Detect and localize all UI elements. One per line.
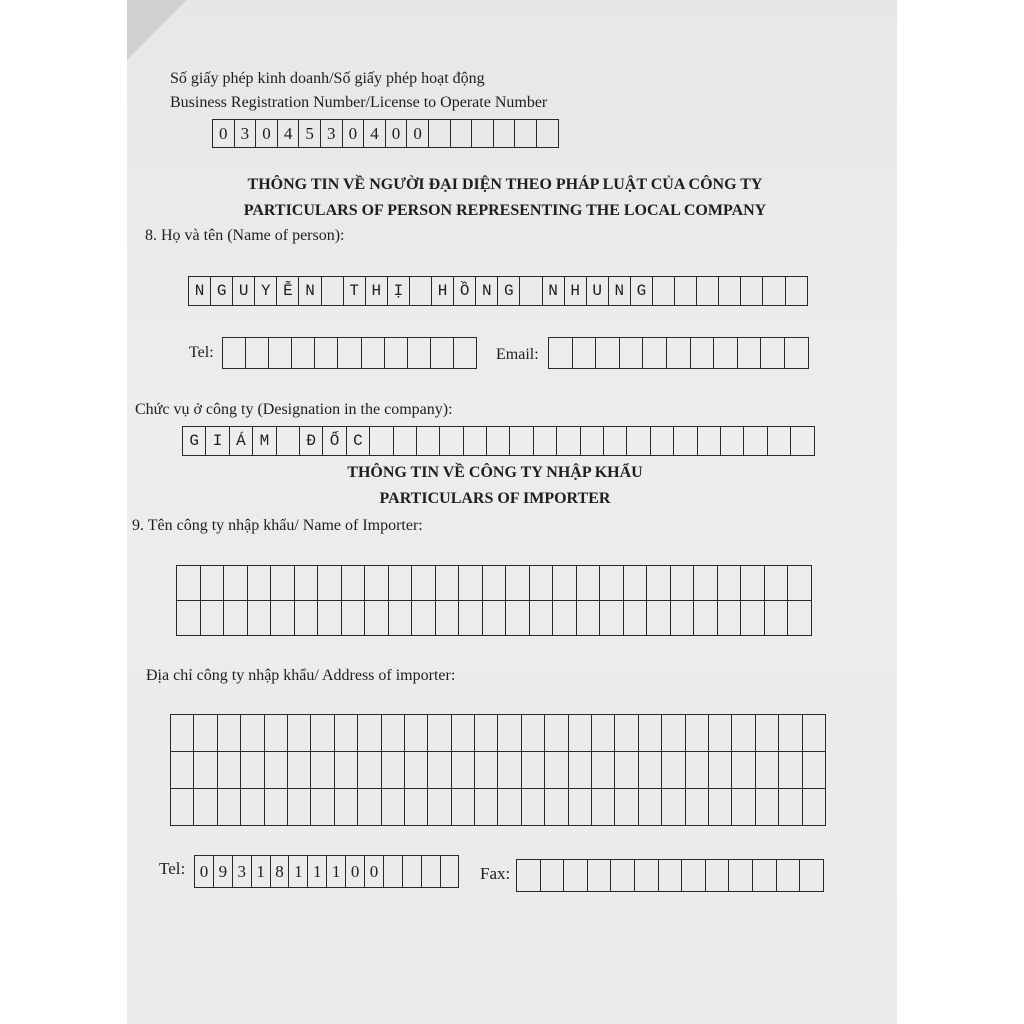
box-cell[interactable] [541,859,565,892]
grid-cell[interactable] [624,601,648,636]
importer-name-grid[interactable] [176,565,812,636]
grid-cell[interactable] [756,715,779,752]
importer-fax-boxes[interactable] [516,859,824,892]
grid-cell[interactable] [803,715,826,752]
box-cell[interactable]: Ố [323,426,346,456]
grid-cell[interactable] [382,752,405,789]
box-cell[interactable] [697,276,719,306]
box-cell[interactable] [581,426,604,456]
grid-cell[interactable] [686,752,709,789]
grid-cell[interactable] [171,752,194,789]
grid-cell[interactable] [803,752,826,789]
box-cell[interactable] [277,426,300,456]
grid-cell[interactable] [382,789,405,826]
box-cell[interactable] [627,426,650,456]
box-cell[interactable]: 9 [214,855,233,888]
box-cell[interactable] [564,859,588,892]
grid-cell[interactable] [694,601,718,636]
grid-cell[interactable] [428,715,451,752]
grid-cell[interactable] [671,566,695,601]
grid-cell[interactable] [569,789,592,826]
grid-cell[interactable] [545,789,568,826]
grid-cell[interactable] [577,601,601,636]
box-cell[interactable] [515,119,537,148]
grid-cell[interactable] [412,566,436,601]
box-cell[interactable]: U [587,276,609,306]
box-cell[interactable] [429,119,451,148]
grid-cell[interactable] [218,715,241,752]
grid-cell[interactable] [201,566,225,601]
grid-cell[interactable] [553,566,577,601]
box-cell[interactable]: H [565,276,587,306]
box-cell[interactable] [786,276,808,306]
grid-cell[interactable] [218,752,241,789]
grid-cell[interactable] [358,715,381,752]
importer-heading-en: PARTICULARS OF IMPORTER [379,490,611,507]
box-cell[interactable]: 8 [271,855,290,888]
box-cell[interactable] [675,276,697,306]
rep-email-boxes[interactable] [548,337,809,369]
box-cell[interactable]: G [498,276,520,306]
grid-cell[interactable] [506,566,530,601]
box-cell[interactable] [440,426,463,456]
box-cell[interactable] [667,337,691,369]
grid-cell[interactable] [569,715,592,752]
grid-cell[interactable] [358,752,381,789]
box-cell[interactable] [674,426,697,456]
rep-designation-boxes[interactable] [182,426,815,456]
box-cell[interactable]: N [299,276,321,306]
grid-cell[interactable] [295,566,319,601]
grid-cell[interactable] [545,715,568,752]
box-cell[interactable] [729,859,753,892]
box-cell[interactable]: M [253,426,276,456]
box-cell[interactable] [510,426,533,456]
box-cell[interactable]: Ễ [277,276,299,306]
box-cell[interactable] [385,337,408,369]
license-label-vi: Số giấy phép kinh doanh/Số giấy phép hoạt động [170,70,485,87]
box-cell[interactable] [410,276,432,306]
box-cell[interactable] [494,119,516,148]
box-cell[interactable] [768,426,791,456]
box-cell[interactable]: I [206,426,229,456]
box-cell[interactable]: G [211,276,233,306]
grid-cell[interactable] [342,566,366,601]
grid-cell[interactable] [483,566,507,601]
grid-cell[interactable] [600,566,624,601]
grid-cell[interactable] [709,789,732,826]
grid-cell[interactable] [459,566,483,601]
rep-tel-label: Tel: [189,344,214,361]
grid-cell[interactable] [389,601,413,636]
box-cell[interactable]: 1 [327,855,346,888]
grid-cell[interactable] [248,601,272,636]
grid-cell[interactable] [639,715,662,752]
box-cell[interactable] [315,337,338,369]
box-cell[interactable]: Y [255,276,277,306]
grid-cell[interactable] [686,715,709,752]
grid-cell[interactable] [335,789,358,826]
box-cell[interactable] [394,426,417,456]
grid-cell[interactable] [194,752,217,789]
box-cell[interactable]: 0 [386,119,408,148]
box-cell[interactable] [417,426,440,456]
grid-cell[interactable] [436,566,460,601]
grid-cell[interactable] [389,566,413,601]
grid-cell[interactable] [639,752,662,789]
grid-cell[interactable] [592,752,615,789]
grid-cell[interactable] [241,715,264,752]
importer-fax-label: Fax: [480,864,511,883]
license-number-boxes[interactable] [212,119,559,148]
box-cell[interactable] [537,119,559,148]
box-cell[interactable]: 0 [343,119,365,148]
box-cell[interactable]: H [366,276,388,306]
box-cell[interactable] [785,337,809,369]
box-cell[interactable] [741,276,763,306]
grid-cell[interactable] [311,789,334,826]
grid-cell[interactable] [553,601,577,636]
grid-cell[interactable] [194,715,217,752]
grid-cell[interactable] [530,566,554,601]
rep-name-label: 8. Họ và tên (Name of person): [145,227,345,244]
importer-tel-boxes[interactable] [194,855,459,888]
box-cell[interactable]: 4 [278,119,300,148]
grid-cell[interactable] [265,752,288,789]
grid-cell[interactable] [452,752,475,789]
box-cell[interactable] [362,337,385,369]
folded-corner-shadow [127,0,187,60]
box-cell[interactable] [573,337,597,369]
grid-cell[interactable] [218,789,241,826]
grid-cell[interactable] [756,752,779,789]
grid-row [171,752,826,789]
grid-cell[interactable] [265,715,288,752]
box-cell[interactable] [791,426,814,456]
grid-cell[interactable] [177,601,201,636]
box-cell[interactable] [534,426,557,456]
box-cell[interactable] [557,426,580,456]
grid-cell[interactable] [671,601,695,636]
grid-cell[interactable] [732,752,755,789]
box-cell[interactable] [370,426,393,456]
grid-cell[interactable] [201,601,225,636]
box-cell[interactable] [635,859,659,892]
grid-cell[interactable] [522,715,545,752]
grid-cell[interactable] [765,566,789,601]
rep-heading-en: PARTICULARS OF PERSON REPRESENTING THE LOCAL COMPANY [243,202,767,219]
box-cell[interactable] [611,859,635,892]
grid-cell[interactable] [288,715,311,752]
grid-cell[interactable] [718,566,742,601]
grid-cell[interactable] [311,715,334,752]
box-cell[interactable] [549,337,573,369]
box-cell[interactable]: 1 [252,855,271,888]
box-cell[interactable]: 3 [233,855,252,888]
grid-cell[interactable] [475,715,498,752]
grid-cell[interactable] [248,566,272,601]
box-cell[interactable]: 3 [321,119,343,148]
rep-designation-label: Chức vụ ở công ty (Designation in the company): [135,401,453,418]
box-cell[interactable] [651,426,674,456]
grid-cell[interactable] [405,715,428,752]
box-cell[interactable] [753,859,777,892]
grid-cell[interactable] [615,715,638,752]
box-cell[interactable] [698,426,721,456]
grid-row [177,566,812,601]
grid-cell[interactable] [709,715,732,752]
box-cell[interactable]: 0 [407,119,429,148]
grid-cell[interactable] [436,601,460,636]
box-cell[interactable] [596,337,620,369]
grid-cell[interactable] [569,752,592,789]
grid-cell[interactable] [498,715,521,752]
grid-cell[interactable] [171,789,194,826]
grid-cell[interactable] [662,715,685,752]
box-cell[interactable]: N [189,276,211,306]
grid-cell[interactable] [592,715,615,752]
box-cell[interactable] [451,119,473,148]
rep-tel-boxes[interactable] [222,337,477,369]
box-cell[interactable] [431,337,454,369]
grid-cell[interactable] [779,715,802,752]
box-cell[interactable]: 0 [213,119,235,148]
box-cell[interactable] [422,855,441,888]
grid-cell[interactable] [788,566,812,601]
box-cell[interactable] [761,337,785,369]
importer-address-label: Địa chỉ công ty nhập khẩu/ Address of importer: [146,667,456,684]
grid-cell[interactable] [405,752,428,789]
grid-cell[interactable] [779,789,802,826]
box-cell[interactable]: 1 [289,855,308,888]
box-cell[interactable] [763,276,785,306]
grid-cell[interactable] [365,566,389,601]
box-cell[interactable] [659,859,683,892]
box-cell[interactable]: 0 [346,855,365,888]
box-cell[interactable] [338,337,361,369]
box-cell[interactable] [777,859,801,892]
box-cell[interactable] [464,426,487,456]
grid-cell[interactable] [318,566,342,601]
box-cell[interactable]: Ị [388,276,410,306]
grid-cell[interactable] [506,601,530,636]
grid-cell[interactable] [662,789,685,826]
grid-cell[interactable] [358,789,381,826]
grid-cell[interactable] [412,601,436,636]
rep-email-label: Email: [496,346,539,363]
grid-cell[interactable] [756,789,779,826]
grid-cell[interactable] [405,789,428,826]
rep-heading-vi: THÔNG TIN VỀ NGƯỜI ĐẠI DIỆN THEO PHÁP LUẬT CỦA CÔNG TY [247,176,763,193]
grid-cell[interactable] [295,601,319,636]
grid-cell[interactable] [265,789,288,826]
grid-cell[interactable] [788,601,812,636]
box-cell[interactable] [800,859,824,892]
box-cell[interactable] [691,337,715,369]
box-cell[interactable]: N [543,276,565,306]
grid-cell[interactable] [452,715,475,752]
grid-cell[interactable] [647,601,671,636]
grid-cell[interactable] [335,752,358,789]
box-cell[interactable]: C [347,426,370,456]
box-cell[interactable] [403,855,422,888]
grid-cell[interactable] [686,789,709,826]
grid-cell[interactable] [615,752,638,789]
grid-cell[interactable] [288,789,311,826]
grid-cell[interactable] [732,715,755,752]
grid-cell[interactable] [577,566,601,601]
grid-cell[interactable] [741,601,765,636]
box-cell[interactable]: G [183,426,206,456]
box-cell[interactable] [246,337,269,369]
grid-cell[interactable] [718,601,742,636]
grid-row [171,789,826,826]
box-cell[interactable]: 5 [299,119,321,148]
grid-cell[interactable] [177,566,201,601]
grid-cell[interactable] [545,752,568,789]
grid-cell[interactable] [662,752,685,789]
grid-cell[interactable] [765,601,789,636]
grid-cell[interactable] [639,789,662,826]
grid-cell[interactable] [694,566,718,601]
grid-cell[interactable] [311,752,334,789]
box-cell[interactable]: 4 [364,119,386,148]
grid-cell[interactable] [475,752,498,789]
grid-cell[interactable] [171,715,194,752]
box-cell[interactable] [744,426,767,456]
grid-cell[interactable] [741,566,765,601]
grid-cell[interactable] [271,601,295,636]
grid-cell[interactable] [224,566,248,601]
box-cell[interactable]: U [233,276,255,306]
box-cell[interactable]: Đ [300,426,323,456]
box-cell[interactable] [721,426,744,456]
box-cell[interactable] [588,859,612,892]
box-cell[interactable]: 0 [365,855,384,888]
grid-cell[interactable] [624,566,648,601]
box-cell[interactable] [384,855,403,888]
grid-cell[interactable] [522,752,545,789]
box-cell[interactable]: Á [230,426,253,456]
box-cell[interactable] [520,276,542,306]
box-cell[interactable] [682,859,706,892]
importer-address-grid[interactable] [170,714,826,826]
grid-cell[interactable] [647,566,671,601]
grid-cell[interactable] [271,566,295,601]
box-cell[interactable] [719,276,741,306]
grid-cell[interactable] [452,789,475,826]
importer-heading-vi: THÔNG TIN VỀ CÔNG TY NHẬP KHẨU [347,464,643,481]
grid-cell[interactable] [428,789,451,826]
grid-cell[interactable] [241,789,264,826]
grid-cell[interactable] [803,789,826,826]
box-cell[interactable]: 1 [308,855,327,888]
box-cell[interactable] [441,855,460,888]
grid-cell[interactable] [592,789,615,826]
grid-row [171,715,826,752]
box-cell[interactable] [472,119,494,148]
box-cell[interactable] [487,426,510,456]
box-cell[interactable] [517,859,541,892]
box-cell[interactable]: Ồ [454,276,476,306]
grid-cell[interactable] [732,789,755,826]
box-cell[interactable]: T [344,276,366,306]
box-cell[interactable] [292,337,315,369]
grid-cell[interactable] [342,601,366,636]
grid-cell[interactable] [224,601,248,636]
grid-cell[interactable] [318,601,342,636]
grid-cell[interactable] [483,601,507,636]
rep-name-boxes[interactable] [188,276,808,306]
grid-cell[interactable] [288,752,311,789]
importer-name-label: 9. Tên công ty nhập khẩu/ Name of Importer: [132,517,423,534]
grid-cell[interactable] [530,601,554,636]
grid-cell[interactable] [194,789,217,826]
box-cell[interactable] [322,276,344,306]
box-cell[interactable] [643,337,667,369]
box-cell[interactable] [706,859,730,892]
grid-cell[interactable] [459,601,483,636]
box-cell[interactable] [620,337,644,369]
box-cell[interactable]: G [631,276,653,306]
box-cell[interactable]: 0 [256,119,278,148]
box-cell[interactable] [408,337,431,369]
grid-cell[interactable] [615,789,638,826]
importer-tel-label: Tel: [159,859,186,878]
grid-cell[interactable] [382,715,405,752]
box-cell[interactable]: H [432,276,454,306]
grid-cell[interactable] [600,601,624,636]
box-cell[interactable] [653,276,675,306]
box-cell[interactable] [223,337,246,369]
box-cell[interactable]: 0 [195,855,214,888]
grid-cell[interactable] [709,752,732,789]
grid-cell[interactable] [779,752,802,789]
grid-cell[interactable] [475,789,498,826]
box-cell[interactable] [714,337,738,369]
grid-cell[interactable] [335,715,358,752]
box-cell[interactable] [738,337,762,369]
grid-cell[interactable] [241,752,264,789]
box-cell[interactable]: N [476,276,498,306]
grid-cell[interactable] [522,789,545,826]
box-cell[interactable]: 3 [235,119,257,148]
box-cell[interactable] [454,337,477,369]
box-cell[interactable] [269,337,292,369]
grid-row [177,601,812,636]
grid-cell[interactable] [498,752,521,789]
box-cell[interactable] [604,426,627,456]
box-cell[interactable]: N [609,276,631,306]
license-label-en: Business Registration Number/License to Operate Number [170,94,548,111]
grid-cell[interactable] [365,601,389,636]
grid-cell[interactable] [498,789,521,826]
grid-cell[interactable] [428,752,451,789]
